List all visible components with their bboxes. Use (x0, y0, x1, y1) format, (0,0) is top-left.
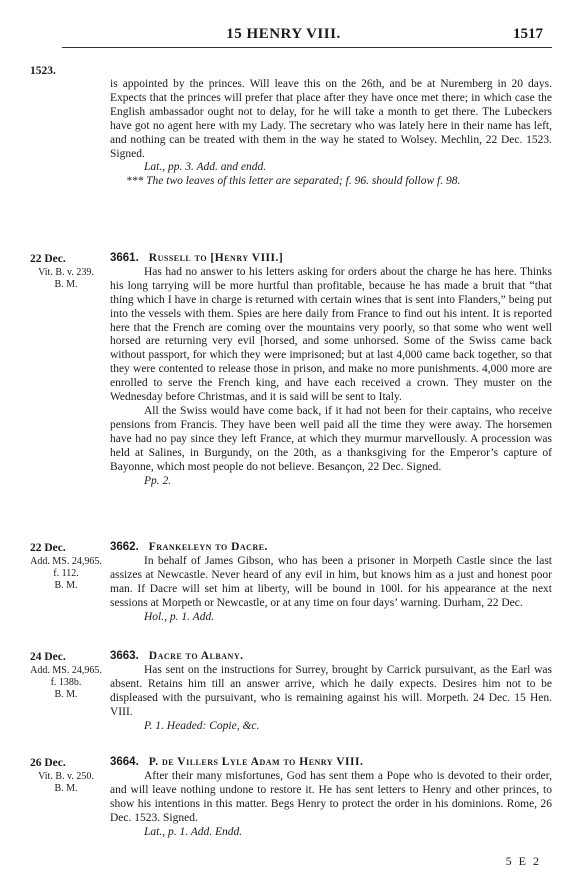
entry-heading: Dacre to Albany. (148, 650, 244, 662)
entry-heading-line (110, 252, 552, 266)
entry-body (110, 650, 552, 733)
margin-reference: Vit. B. v. 250. (38, 771, 94, 782)
margin-date: 1523. (30, 65, 56, 77)
margin-reference: Add. MS. 24,965. f. 112. (30, 556, 102, 579)
entry-margin (30, 541, 102, 592)
entry-note: *** The two leaves of this letter are separated; f. 96. should follow f. 98. (126, 175, 461, 188)
page-number: 1517 (513, 26, 543, 42)
entry-heading: P. de Villers Lyle Adam to Henry VIII. (148, 756, 364, 768)
entry-margin (30, 650, 102, 701)
entry-paragraph: Has sent on the instructions for Surrey, brought by Carrick pursuivant, as the Earl was absent. Retains him till an answer arrive, which he daily expects. Desires him not to be displeased with the pursuivant, who is remaining against his will. Morpeth. 24 Dec. 15 Hen. VIII. (110, 663, 552, 718)
entry-meta: Lat., p. 1. Add. Endd. (144, 825, 243, 838)
margin-library: B. M. (54, 689, 78, 700)
margin-library: B. M. (54, 783, 78, 794)
entry-paragraph: Has had no answer to his letters asking for orders about the charge he has here. Thinks his long tarrying will be more hurtful than profitable, because he has made a bruit that “that thing which I have in charge is returned with certain wines that is sent into Flanders,” being put into the vessels with them. Spies are here daily from France to find out his intent. It is reported here that the French are coming over the mountains very poorly, so that some who went well horsed are returning very evil [horsed, and some unhorsed. Some of the Swiss came back without passport, for which they were imprisoned; but at last 4,000 came back together, so that they were contented to release those in prison, and make no more punishments. 4,000 more are enrolled to serve the French king, and have each received a crown. They muster on the Wednesday before Christmas, and it is said will be sent to Italy. (110, 265, 552, 404)
margin-date: 22 Dec. (30, 253, 66, 265)
entry-paragraph: All the Swiss would have come back, if it had not been for their captains, who receive pensions from Francis. They have been well paid all the time they were away. The horsemen have had no pay since they left France, at which they murmur marvellously. A procession was held at Salines, in Burgundy, on the 20th, as a thanksgiving for the Emperor’s capture of Bayonne, which most people do not believe. Besançon, 22 Dec. Signed. (110, 404, 552, 473)
entry-number: 3663. (110, 650, 139, 662)
entry-margin (30, 756, 102, 795)
entry-paragraph: In behalf of James Gibson, who has been a prisoner in Morpeth Castle since the last assizes at Newcastle. Never heard of any evil in him, but knows him as a just and honest poor man. If Dacre will set him at liberty, will be bound in 100l. for his appearance at the next sessions at Morpeth or Newcastle, or at any time on four days’ warning. Durham, 22 Dec. (110, 554, 552, 609)
entry-margin (30, 252, 102, 291)
running-head-title: 15 HENRY VIII. (226, 26, 341, 42)
entry-margin (30, 64, 102, 79)
entry-number: 3664. (110, 756, 139, 768)
signature-mark: 5 E 2 (505, 854, 541, 868)
margin-reference: Vit. B. v. 239. (38, 267, 94, 278)
entry-body (110, 78, 552, 189)
margin-date: 22 Dec. (30, 542, 66, 554)
entry-paragraph: After their many misfortunes, God has sent them a Pope who is devoted to their order, and will leave nothing undone to restore it. He has sent letters to Henry and other princes, to show his intentions in this matter. Begs Henry to protect the order in his dominions. Rome, 26 Dec. 1523. Signed. (110, 769, 552, 824)
margin-library: B. M. (54, 580, 78, 591)
entry-meta: Hol., p. 1. Add. (144, 610, 215, 623)
entry-heading-line (110, 650, 552, 664)
header-rule (62, 47, 552, 48)
entry-body (110, 756, 552, 839)
entry-meta: Pp. 2. (144, 474, 172, 487)
entry-heading: Frankeleyn to Dacre. (148, 541, 268, 553)
margin-date: 26 Dec. (30, 757, 66, 769)
margin-library: B. M. (54, 279, 78, 290)
entry-body (110, 252, 552, 488)
entry-meta: Lat., pp. 3. Add. and endd. (144, 161, 267, 174)
entry-number: 3662. (110, 541, 139, 553)
entry-paragraph: is appointed by the princes. Will leave this on the 26th, and be at Nuremberg in 20 days. Expects that the princes will prefer that place after they have once met there; in which case the English ambassador ought not to delay, for he will take a month to get there. The Lubeckers have got no agent here with my Lady. The secretary who was lately here in their name has left, and nothing can be treated with them in the way he stated to Wolsey. Mechlin, 22 Dec. 1523. Signed. (110, 78, 552, 160)
margin-date: 24 Dec. (30, 651, 66, 663)
entry-heading-line (110, 541, 552, 555)
entry-heading-line (110, 756, 552, 770)
entry-number: 3661. (110, 252, 139, 264)
entry-body (110, 541, 552, 624)
margin-reference: Add. MS. 24,965. f. 138b. (30, 665, 102, 688)
entry-heading: Russell to [Henry VIII.] (148, 252, 284, 264)
entry-meta: P. 1. Headed: Copie, &c. (144, 719, 260, 732)
